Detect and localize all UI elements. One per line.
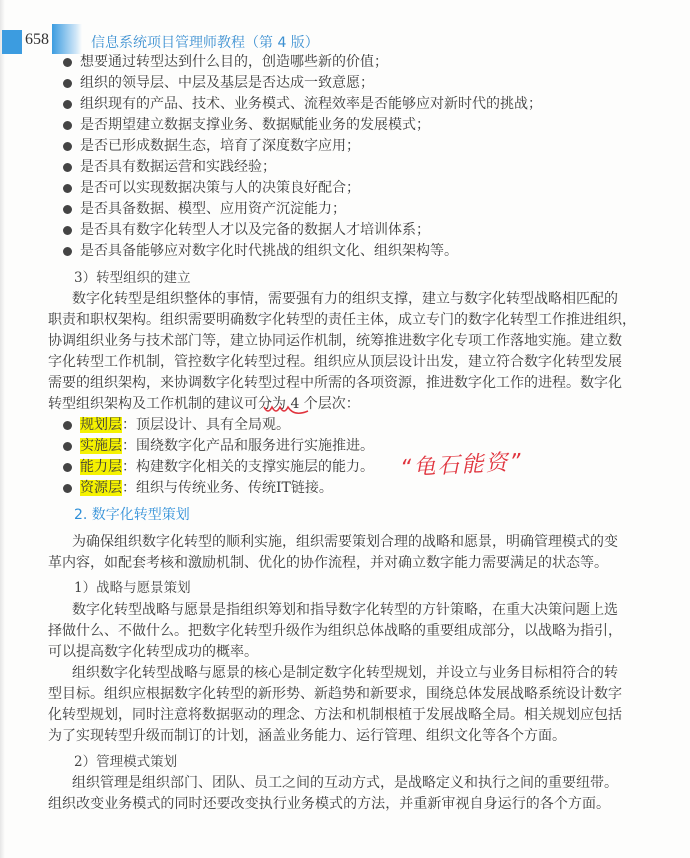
handwritten-note: “龟石能资” <box>399 449 524 482</box>
list-item: 组织的领导层、中层及基层是否达成一致意愿； <box>56 73 542 94</box>
layer-description: ：顶层设计、具有全局观。 <box>122 417 290 433</box>
paragraph <box>48 532 618 574</box>
text-line: 数字化转型是组织整体的事情，需要强有力的组织支撑，建立与数字化转型战略相匹配的 <box>72 291 618 307</box>
layer-description: ：构建数字化相关的支撑实施层的能力。 <box>122 459 374 475</box>
text-line: 为确保组织数字化转型的顺利实施，组织需要策划合理的战略和愿景，明确管理模式的变 <box>72 534 618 550</box>
text-line: 化转型规划，同时注意将数据驱动的理念、方法和机制根植于发展战略全局。相关规划应包括 <box>48 707 622 723</box>
header-gradient-bar <box>52 24 82 54</box>
text-line: 组织管理是组织部门、团队、员工之间的互动方式，是战略定义和执行之间的重要纽带。 <box>72 775 618 791</box>
layer-description: ：围绕数字化产品和服务进行实施推进。 <box>122 438 374 454</box>
text-line: 为了实现转型升级而制订的计划，涵盖业务能力、运行管理、组织文化等各个方面。 <box>48 728 566 744</box>
list-item: 想要通过转型达到什么目的，创造哪些新的价值； <box>56 52 542 73</box>
text-line: 协调组织业务与技术部门等，建立协同运作机制，统筹推进数字化专项工作落地实施。建立数 <box>48 333 622 349</box>
question-list <box>56 52 542 262</box>
list-item-layer <box>56 415 374 436</box>
text-line: 组织数字化转型战略与愿景的核心是制定数字化转型规划，并设立与业务目标相符合的转 <box>72 665 618 681</box>
paragraph <box>48 600 622 663</box>
layer-description: ：组织与传统业务、传统IT链接。 <box>122 480 333 496</box>
subsection-heading: 2）管理模式策划 <box>74 754 178 770</box>
list-item-layer <box>56 478 374 499</box>
text-line: 需要的组织架构，来协调数字化转型过程中所需的各项资源，推进数字化工作的进程。数字化 <box>48 375 622 391</box>
list-item: 是否期望建立数据支撑业务、数据赋能业务的发展模式； <box>56 115 542 136</box>
paragraph <box>48 773 618 815</box>
highlighted-term: 能力层 <box>80 459 122 475</box>
page-number-bar <box>2 30 22 54</box>
layer-list <box>56 415 374 499</box>
text-line: 型目标。组织应根据数字化转型的新形势、新趋势和新要求，围绕总体发展战略系统设计数字 <box>48 686 622 702</box>
highlighted-term: 实施层 <box>80 438 122 454</box>
highlighted-term: 资源层 <box>80 480 122 496</box>
list-item: 是否已形成数据生态，培育了深度数字应用； <box>56 136 542 157</box>
highlighted-term: 规划层 <box>80 417 122 433</box>
subsection-heading: 3）转型组织的建立 <box>74 270 191 286</box>
text-line: 革内容，如配套考核和激励机制、优化的协作流程，并对确立数字能力需要满足的状态等。 <box>48 555 608 571</box>
section-heading: 2. 数字化转型策划 <box>74 507 190 523</box>
list-item: 是否具有数字化转型人才以及完备的数据人才培训体系； <box>56 220 542 241</box>
page-edge-shadow <box>0 0 5 858</box>
text-line: 可以提高数字化转型成功的概率。 <box>48 644 258 660</box>
list-item: 组织现有的产品、技术、业务模式、流程效率是否能够应对新时代的挑战； <box>56 94 542 115</box>
running-header-title: 信息系统项目管理师教程（第 4 版） <box>91 35 319 51</box>
text-line: 数字化转型战略与愿景是指组织筹划和指导数字化转型的方针策略，在重大决策问题上选 <box>72 602 618 618</box>
page-number: 658 <box>25 31 49 48</box>
text-line: 组织改变业务模式的同时还要改变执行业务模式的方法，并重新审视自身运行的各个方面。 <box>48 796 610 812</box>
list-item: 是否可以实现数据决策与人的决策良好配合； <box>56 178 542 199</box>
list-item: 是否具备数据、模型、应用资产沉淀能力； <box>56 199 542 220</box>
list-item: 是否具有数据运营和实践经验； <box>56 157 542 178</box>
list-item-layer <box>56 457 374 478</box>
subsection-heading: 1）战略与愿景策划 <box>74 580 191 596</box>
list-item: 是否具备能够应对数字化时代挑战的组织文化、组织架构等。 <box>56 241 542 262</box>
text-line: 转型组织架构及工作机制的建议可分为 4 个层次： <box>48 396 360 412</box>
paragraph <box>48 289 636 415</box>
text-line: 职责和职权架构。组织需要明确数字化转型的责任主体，成立专门的数字化转型工作推进组织， <box>48 312 636 328</box>
text-line: 字化转型工作机制，管控数字化转型过程。组织应从顶层设计出发，建立符合数字化转型发展 <box>48 354 622 370</box>
text-line: 择做什么、不做什么。把数字化转型升级作为组织总体战略的重要组成部分，以战略为指引， <box>48 623 622 639</box>
paragraph <box>48 663 622 747</box>
list-item-layer <box>56 436 374 457</box>
